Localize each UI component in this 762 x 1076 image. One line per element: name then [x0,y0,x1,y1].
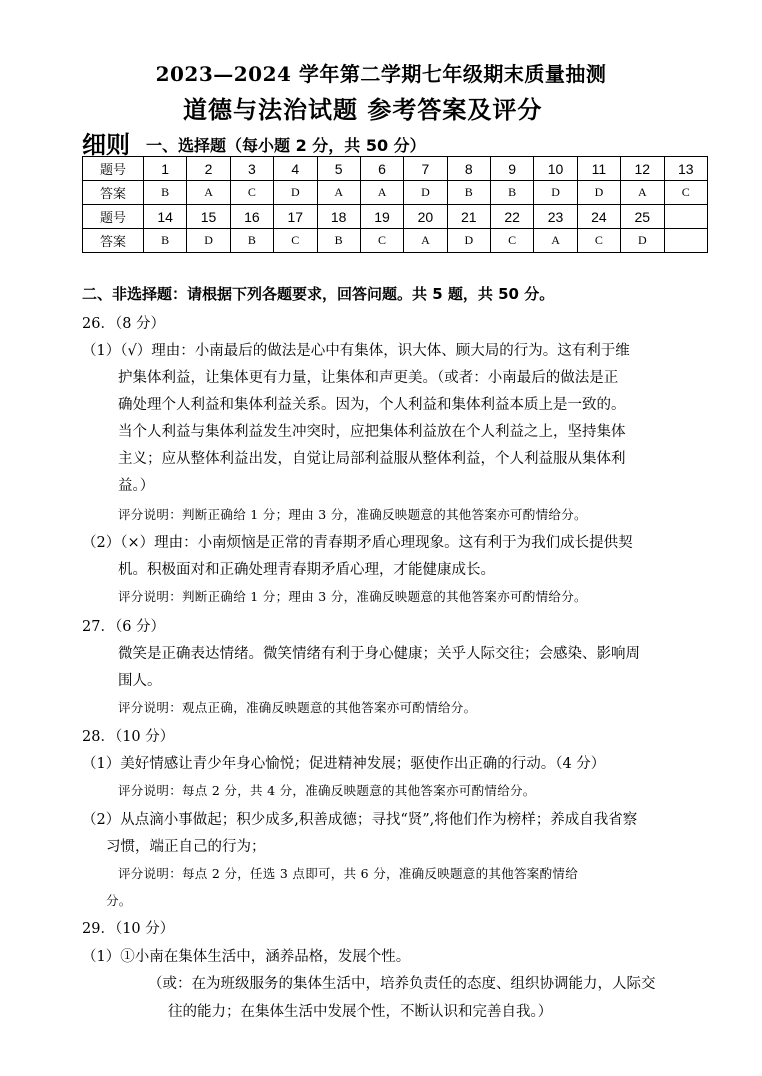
question-number: 25 [621,205,664,229]
answer-cell: C [577,229,620,253]
question-number [664,205,708,229]
question-number: 21 [447,205,490,229]
answer-cell: D [274,181,317,205]
q26-part1-line: 益。） [118,478,155,494]
answer-cell [664,229,708,253]
answer-cell: D [447,229,490,253]
q26-part2-line: 机。积极面对和正确处理青春期矛盾心理，才能健康成长。 [118,562,495,578]
answer-cell: C [274,229,317,253]
answer-cell: A [621,181,664,205]
question-number: 1 [144,157,187,181]
row-label-number: 题号 [83,157,144,181]
answer-cell: D [621,229,664,253]
answer-cell: A [404,229,447,253]
table-row [83,229,708,253]
question-number: 14 [144,205,187,229]
question-number: 22 [491,205,534,229]
question-number: 7 [404,157,447,181]
q28-part2-line: （2）从点滴小事做起；积少成多,积善成德；寻找“贤”,将他们作为榜样；养成自我省察 [82,812,638,828]
q26-scoring-note: 评分说明：判断正确给 1 分；理由 3 分，准确反映题意的其他答案亦可酌情给分。 [118,507,587,522]
row-label-answer: 答案 [83,181,144,205]
answer-cell: B [491,181,534,205]
answer-cell: B [317,229,360,253]
q28-part2-line: 习惯，端正自己的行为； [106,839,266,855]
question-number: 11 [577,157,620,181]
q28-title: 28．（10 分） [82,729,175,745]
section2-heading: 二、非选择题：请根据下列各题要求，回答问题。共 5 题，共 50 分。 [82,285,555,303]
question-number: 8 [447,157,490,181]
answer-cell: C [664,181,708,205]
answer-cell: C [230,181,273,205]
row-label-answer: 答案 [83,229,144,253]
answer-cell: A [360,181,403,205]
answer-cell: D [187,229,230,253]
q27-title: 27．（6 分） [82,619,166,635]
answer-cell: C [360,229,403,253]
answer-cell: A [187,181,230,205]
question-number: 2 [187,157,230,181]
question-number: 3 [230,157,273,181]
answer-cell: B [447,181,490,205]
document-subtitle-continued: 细则 [82,131,130,159]
row-label-number: 题号 [83,205,144,229]
q26-part1-line: （1）（√）理由：小南最后的做法是心中有集体，识大体、顾大局的行为。这有利于维 [82,343,630,359]
q29-alt-line: 往的能力；在集体生活中发展个性，不断认识和完善自我。） [168,1004,553,1020]
document-title: 2023—2024 学年第二学期七年级期末质量抽测 [155,62,607,86]
section1-heading: 一、选择题（每小题 2 分，共 50 分） [146,136,426,155]
answer-table [82,156,708,253]
question-number: 20 [404,205,447,229]
q26-title: 26．（8 分） [82,316,166,332]
answer-cell: A [317,181,360,205]
answer-cell: B [144,181,187,205]
answer-cell: C [491,229,534,253]
question-number: 15 [187,205,230,229]
question-number: 10 [534,157,577,181]
question-number: 6 [360,157,403,181]
question-number: 23 [534,205,577,229]
q28-scoring-note: 分。 [106,893,132,908]
answer-cell: A [534,229,577,253]
answer-cell: D [404,181,447,205]
q28-scoring-note: 评分说明：每点 2 分，共 4 分，准确反映题意的其他答案亦可酌情给分。 [118,783,536,798]
question-number: 16 [230,205,273,229]
answer-cell: B [230,229,273,253]
q29-title: 29．（10 分） [82,921,175,937]
q26-part1-line: 护集体利益，让集体更有力量，让集体和声更美。（或者：小南最后的做法是正 [118,370,619,386]
question-number: 18 [317,205,360,229]
question-number: 4 [274,157,317,181]
question-number: 17 [274,205,317,229]
answer-cell: B [144,229,187,253]
q27-answer-line: 微笑是正确表达情绪。微笑情绪有利于身心健康；关乎人际交往；会感染、影响周 [118,646,640,662]
question-number: 13 [664,157,708,181]
table-row [83,181,708,205]
q26-part1-line: 当个人利益与集体利益发生冲突时，应把集体利益放在个人利益之上，坚持集体 [118,424,626,440]
question-number: 5 [317,157,360,181]
q28-part1-line: （1）美好情感让青少年身心愉悦；促进精神发展；驱使作出正确的行动。（4 分） [82,756,606,772]
q26-part2-line: （2）（×）理由：小南烦恼是正常的青春期矛盾心理现象。这有利于为我们成长提供契 [82,535,633,551]
question-number: 9 [491,157,534,181]
q27-scoring-note: 评分说明：观点正确，准确反映题意的其他答案亦可酌情给分。 [118,700,477,715]
document-subtitle: 道德与法治试题 参考答案及评分 [183,96,543,124]
q28-scoring-note: 评分说明：每点 2 分，任选 3 点即可，共 6 分，准确反映题意的其他答案酌情给 [118,866,578,881]
q26-part1-line: 主义；应从整体利益出发，自觉让局部利益服从整体利益，个人利益服从集体利 [118,451,626,467]
table-row [83,205,708,229]
q27-answer-line: 围人。 [118,673,162,689]
answer-cell: D [577,181,620,205]
q29-part1-line: （1）①小南在集体生活中，涵养品格，发展个性。 [82,949,411,965]
table-row [83,157,708,181]
q26-scoring-note: 评分说明：判断正确给 1 分；理由 3 分，准确反映题意的其他答案亦可酌情给分。 [118,589,587,604]
question-number: 24 [577,205,620,229]
q29-alt-line: （或：在为班级服务的集体生活中，培养负责任的态度、组织协调能力，人际交 [148,976,656,992]
q26-part1-line: 确处理个人利益和集体利益关系。因为，个人利益和集体利益本质上是一致的。 [118,397,626,413]
question-number: 12 [621,157,664,181]
answer-cell: D [534,181,577,205]
question-number: 19 [360,205,403,229]
